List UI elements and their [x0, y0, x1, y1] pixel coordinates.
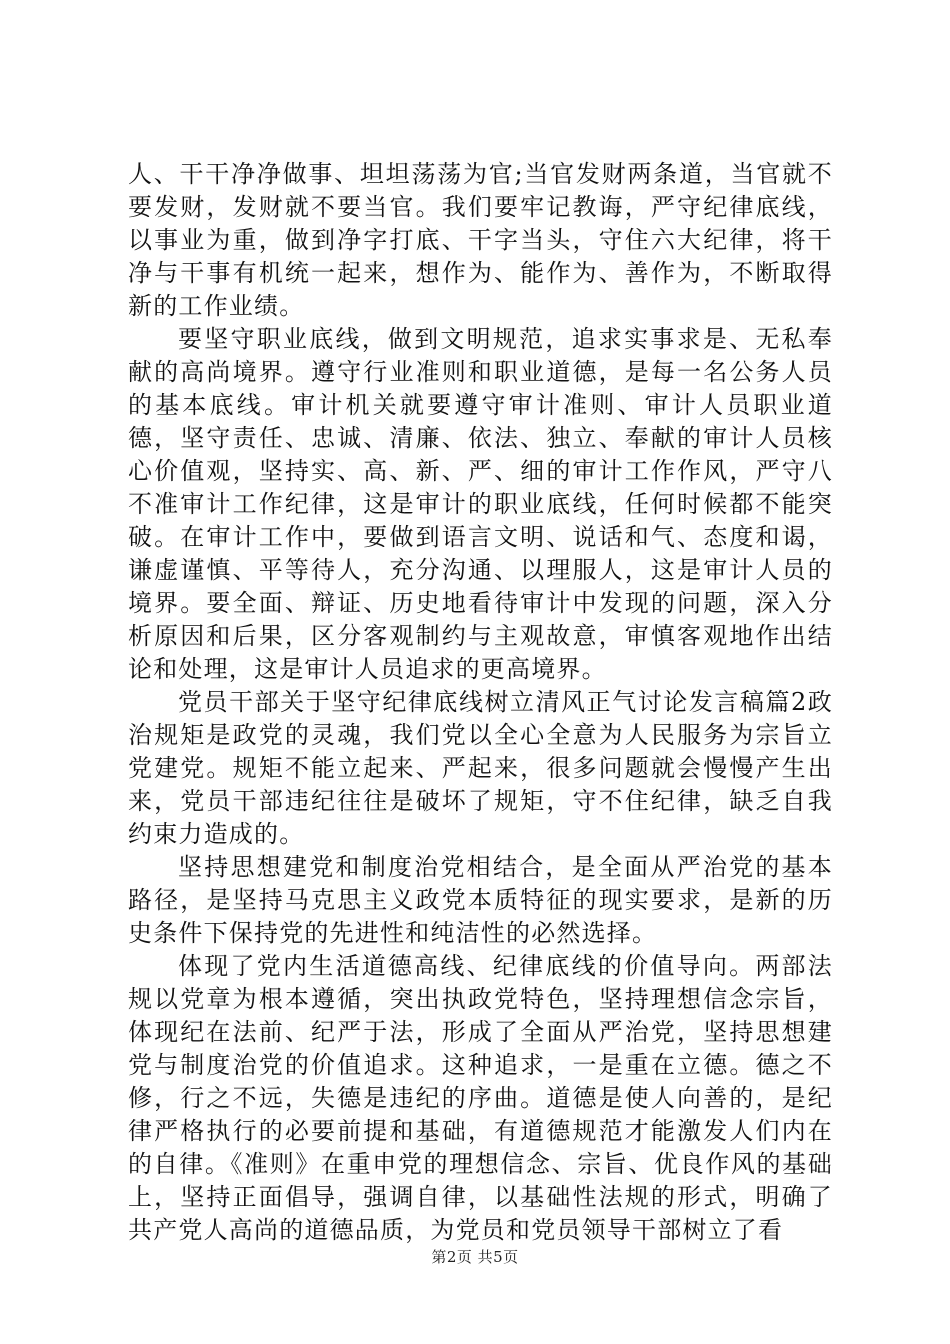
paragraph-1: 人、干干净净做事、坦坦荡荡为官;当官发财两条道，当官就不要发财，发财就不要当官。我们要牢记教诲，严守纪律底线，以事业为重，做到净字打底、干字当头，守住六大纪律，将干净与干事有机统一起来，想作为、能作为、善作为，不断取得新的工作业绩。 — [128, 160, 833, 320]
page-footer: 第2页 共5页 — [431, 1248, 519, 1266]
paragraph-5: 体现了党内生活道德高线、纪律底线的价值导向。两部法规以党章为根本遵循，突出执政党特色，坚持理想信念宗旨，体现纪在法前、纪严于法，形成了全面从严治党，坚持思想建党与制度治党的价值追求。这种追求，一是重在立德。德之不修，行之不远，失德是违纪的序曲。道德是使人向善的，是纪律严格执行的必要前提和基础，有道德规范才能激发人们内在的自律。《准则》在重申党的理想信念、宗旨、优良作风的基础上，坚持正面倡导，强调自律，以基础性法规的形式，明确了共产党人高尚的道德品质，为党员和党员领导干部树立了看 — [128, 952, 833, 1244]
document-body — [128, 158, 833, 1247]
paragraph-3: 党员干部关于坚守纪律底线树立清风正气讨论发言稿篇2政治规矩是政党的灵魂，我们党以全心全意为人民服务为宗旨立党建党。规矩不能立起来、严起来，很多问题就会慢慢产生出来，党员干部违纪往往是破坏了规矩，守不住纪律，缺乏自我约束力造成的。 — [128, 688, 833, 848]
paragraph-4: 坚持思想建党和制度治党相结合，是全面从严治党的基本路径，是坚持马克思主义政党本质特征的现实要求，是新的历史条件下保持党的先进性和纯洁性的必然选择。 — [128, 853, 833, 947]
paragraph-2: 要坚守职业底线，做到文明规范，追求实事求是、无私奉献的高尚境界。遵守行业准则和职业道德，是每一名公务人员的基本底线。审计机关就要遵守审计准则、审计人员职业道德，坚守责任、忠诚、清廉、依法、独立、奉献的审计人员核心价值观，坚持实、高、新、严、细的审计工作作风，严守八不准审计工作纪律，这是审计的职业底线，任何时候都不能突破。在审计工作中，要做到语言文明、说话和气、态度和谒，谦虚谨慎、平等待人，充分沟通、以理服人，这是审计人员的境界。要全面、辩证、历史地看待审计中发现的问题，深入分析原因和后果，区分客观制约与主观故意，审慎客观地作出结论和处理，这是审计人员追求的更高境界。 — [128, 325, 833, 683]
